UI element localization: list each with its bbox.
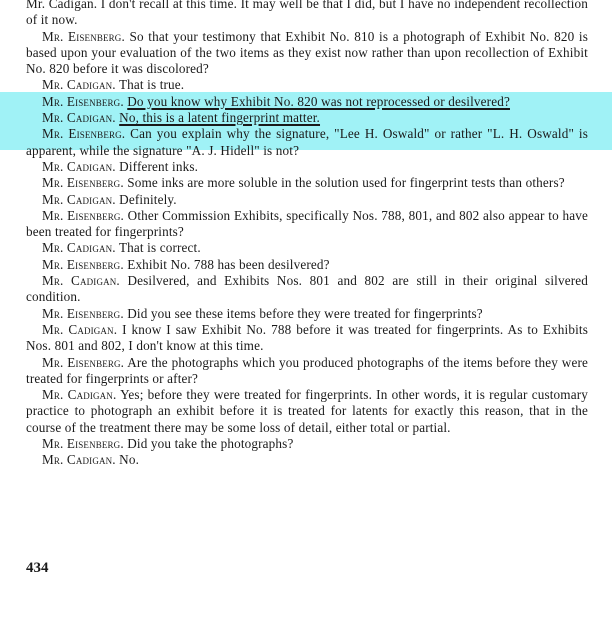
speaker-name: Mr. Eisenberg. xyxy=(42,436,124,452)
transcript-paragraph xyxy=(26,159,588,175)
speech-text: No. xyxy=(119,452,140,468)
speaker-name: Mr. Cadigan. xyxy=(42,387,117,403)
speech-text: So that your testimony that Exhibit No. 810 is a photograph of Exhibit No. 820 is based upon your evaluation of the two items as they exist now rather than upon recollection of Exhibit No. 820 before it was discolored? xyxy=(26,28,589,77)
speech-text: Can you explain why the signature, "Lee H. Oswald" or rather "L. H. Oswald" is apparent, while the signature "A. J. Hidell" is not? xyxy=(26,126,588,158)
speaker-name: Mr. Cadigan. xyxy=(42,240,116,256)
transcript-paragraph xyxy=(26,273,588,306)
speech-text: Desilvered, and Exhibits Nos. 801 and 802 are still in their original silvered condition. xyxy=(26,273,589,305)
transcript-paragraph xyxy=(26,257,588,273)
speaker-name: Mr. Eisenberg. xyxy=(42,126,126,142)
transcript-paragraph xyxy=(26,77,588,93)
speaker-name: Mr. Eisenberg. xyxy=(42,207,124,223)
transcript-paragraph xyxy=(26,387,588,436)
transcript-paragraph xyxy=(26,322,588,355)
transcript-paragraph xyxy=(26,192,588,208)
transcript-paragraph xyxy=(26,240,588,256)
transcript-paragraph xyxy=(26,436,588,452)
speech-text: Did you take the photographs? xyxy=(127,436,294,452)
speech-text: Are the photographs which you produced photographs of the items before they were treated for fingerprints or after? xyxy=(26,354,589,386)
transcript-body xyxy=(26,0,588,469)
speech-text: Mr. Cadigan. I don't recall at this time. It may well be that I did, but I have no independent recollection of it now. xyxy=(26,0,588,28)
speaker-name: Mr. Cadigan. xyxy=(42,77,116,93)
transcript-paragraph xyxy=(26,29,588,78)
speaker-name: Mr. Cadigan. xyxy=(42,191,116,207)
transcript-paragraph xyxy=(26,175,588,191)
speaker-name: Mr. Cadigan. xyxy=(42,452,116,468)
speech-text: I know I saw Exhibit No. 788 before it was treated for fingerprints. As to Exhibits Nos. 801 and 802, I don't know at this time. xyxy=(26,321,588,354)
speaker-name: Mr. Eisenberg. xyxy=(42,175,124,191)
speech-text: That is correct. xyxy=(118,240,201,256)
speaker-name: Mr. Eisenberg. xyxy=(42,28,125,44)
speech-text: Yes; before they were treated for fingerprints. In other words, it is regular customary practice to photograph an exhibit before it is treated for latents for exactly this reason, that in the course of the treatment there may be some loss of detail, either total or partial. xyxy=(26,387,588,435)
speaker-name: Mr. Eisenberg. xyxy=(42,305,124,321)
transcript-paragraph xyxy=(26,355,588,388)
speaker-name: Mr. Cadigan. xyxy=(42,321,118,337)
transcript-paragraph xyxy=(26,126,588,159)
speech-text: Some inks are more soluble in the solution used for fingerprint tests than others? xyxy=(127,175,565,191)
transcript-paragraph xyxy=(26,306,588,322)
speaker-name: Mr. Eisenberg. xyxy=(42,93,124,109)
speech-text: Exhibit No. 788 has been desilvered? xyxy=(127,256,330,272)
transcript-paragraph xyxy=(26,452,588,468)
speaker-name: Mr. Cadigan. xyxy=(42,110,116,126)
speaker-name: Mr. Eisenberg. xyxy=(42,256,124,272)
speech-text: Different inks. xyxy=(119,158,199,174)
speech-text: Did you see these items before they were treated for fingerprints? xyxy=(127,305,483,321)
speaker-name: Mr. Cadigan. xyxy=(42,158,116,174)
speech-text: Do you know why Exhibit No. 820 was not reprocessed or desilvered? xyxy=(127,93,510,109)
speech-text: That is true. xyxy=(118,77,185,93)
speech-text: Other Commission Exhibits, specifically Nos. 788, 801, and 802 also appear to have been treated for fingerprints? xyxy=(26,207,588,240)
transcript-paragraph xyxy=(26,0,588,29)
speaker-name: Mr. Eisenberg. xyxy=(42,354,125,370)
speaker-name: Mr. Cadigan. xyxy=(42,273,120,289)
page-number: 434 xyxy=(26,560,49,576)
speech-text: No, this is a latent fingerprint matter. xyxy=(119,110,321,126)
transcript-paragraph xyxy=(26,94,588,110)
transcript-paragraph xyxy=(26,208,588,241)
transcript-paragraph xyxy=(26,110,588,126)
speech-text: Definitely. xyxy=(119,191,177,207)
